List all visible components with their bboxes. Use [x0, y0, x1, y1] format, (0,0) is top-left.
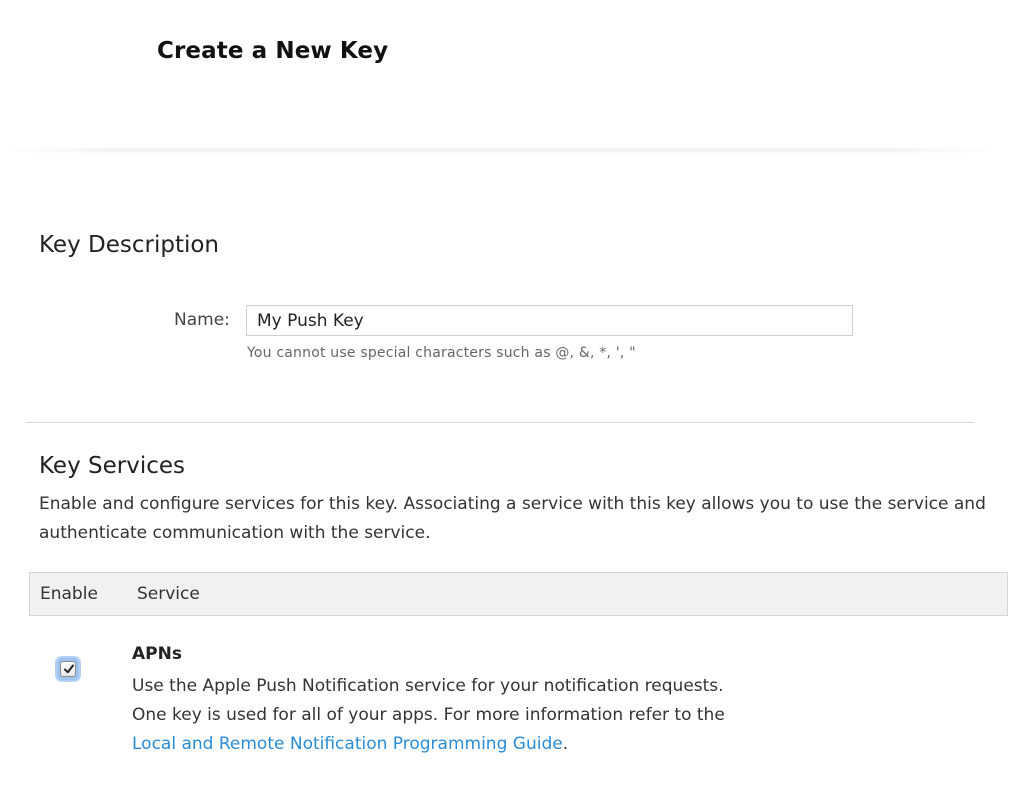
key-name-input[interactable]	[246, 305, 853, 336]
key-description-heading: Key Description	[39, 232, 220, 258]
key-services-description: Enable and configure services for this key. Associating a service with this key allows you to use the service and authenticate communication with the service.	[39, 494, 986, 543]
service-name: APNs	[132, 644, 182, 664]
page-header	[0, 0, 1024, 150]
column-header-service: Service	[137, 584, 200, 604]
name-field-row	[0, 305, 1024, 337]
checkbox-box	[60, 661, 76, 677]
page-title: Create a New Key	[157, 38, 389, 64]
service-description	[132, 672, 732, 759]
services-table	[29, 572, 1008, 754]
name-hint-text: You cannot use special characters such as @, &, *, ', "	[247, 345, 636, 361]
apns-enable-checkbox[interactable]	[57, 658, 79, 680]
key-services-heading: Key Services	[39, 453, 185, 479]
service-description-text: Use the Apple Push Notification service for your notification requests. One key is used for all of your apps. For more information refer to the	[132, 676, 725, 725]
header-divider	[0, 148, 1000, 152]
notification-guide-link[interactable]: Local and Remote Notification Programming Guide	[132, 734, 563, 754]
service-description-end: .	[562, 734, 569, 754]
services-table-header	[29, 572, 1008, 616]
section-divider	[26, 422, 974, 423]
checkmark-icon	[63, 663, 75, 675]
column-header-enable: Enable	[40, 584, 98, 604]
name-label: Name:	[174, 310, 230, 330]
